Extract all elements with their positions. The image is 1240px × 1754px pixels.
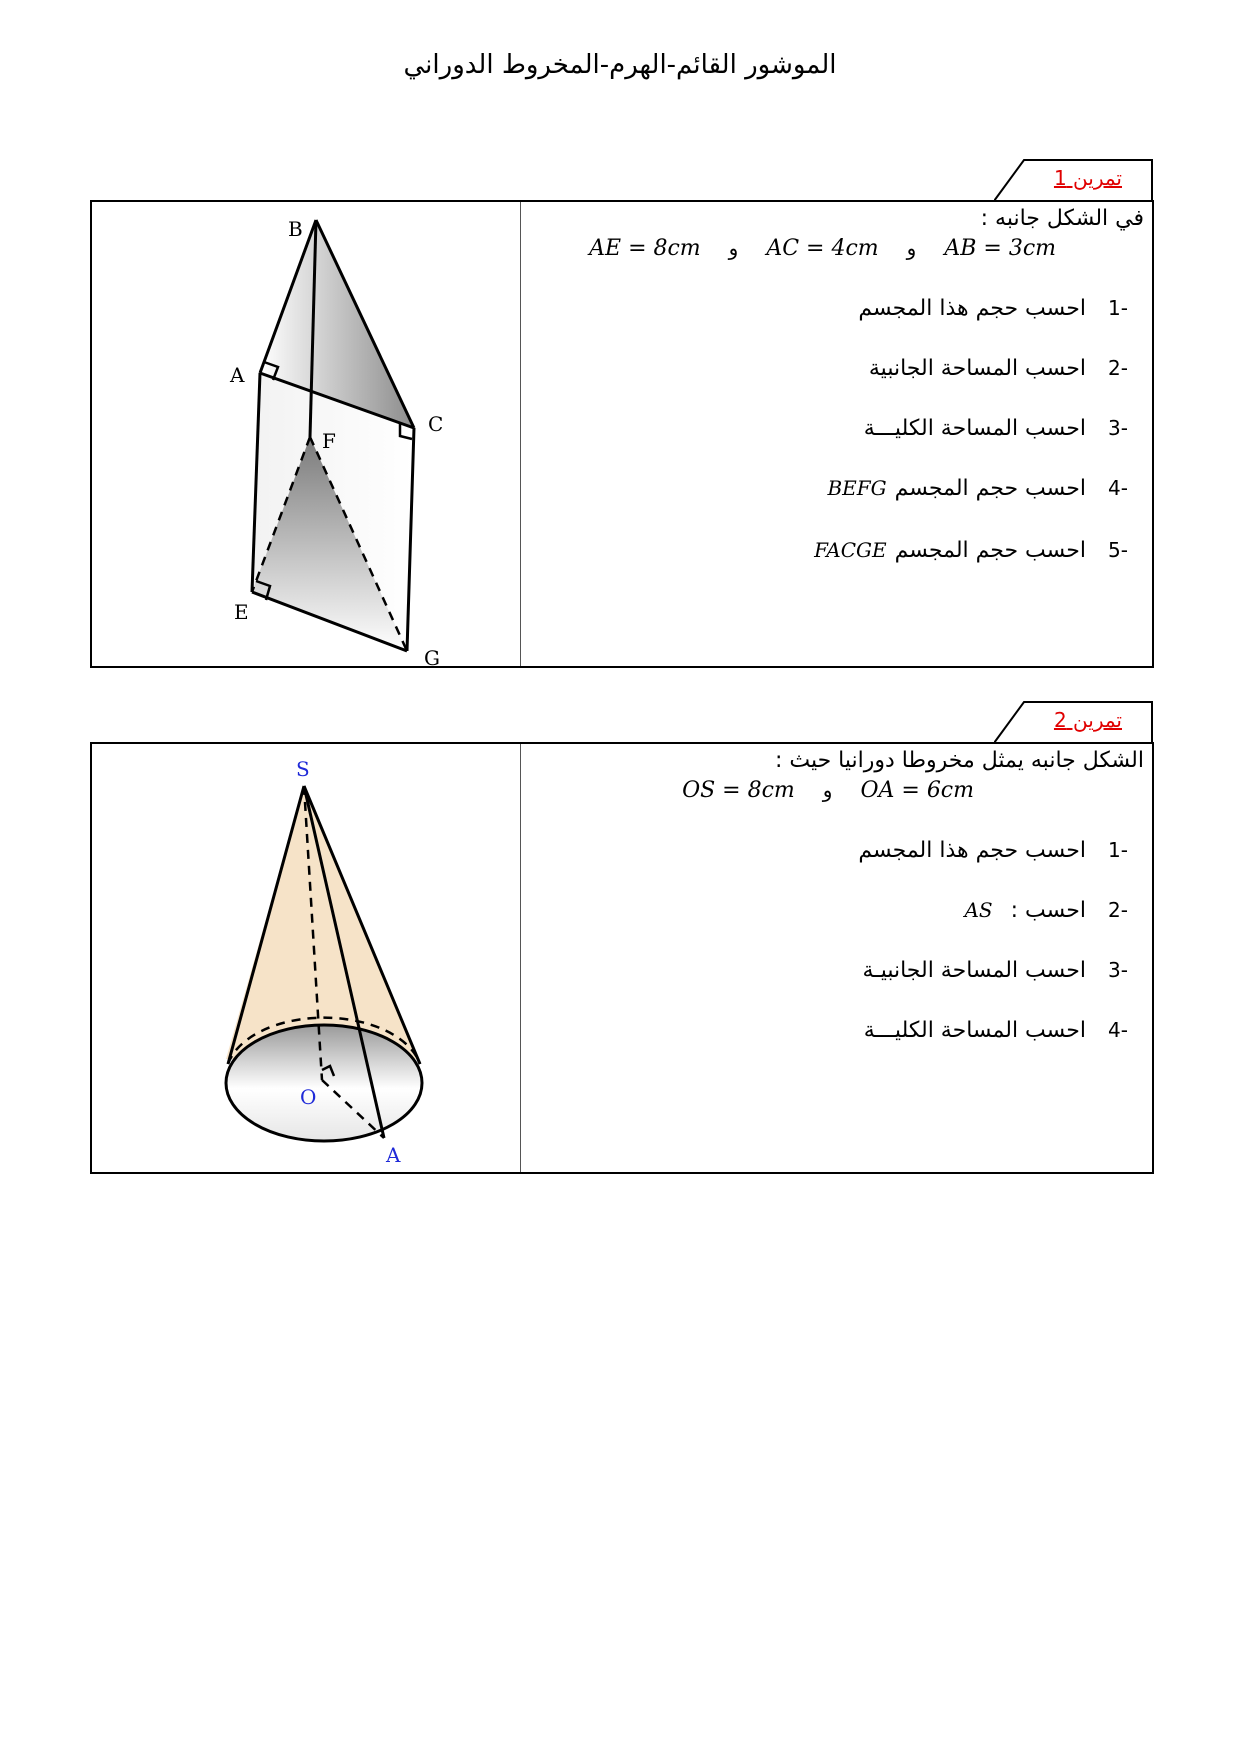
label-S: S: [296, 757, 310, 781]
cone-figure: [92, 744, 520, 1172]
exercise-1-tab: [994, 158, 1154, 200]
question-num: -1: [1108, 296, 1128, 320]
question-text: احسب حجم المجسم: [894, 476, 1086, 501]
question-2: [964, 898, 1128, 923]
question-3: [862, 958, 1128, 983]
question-num: -3: [1108, 958, 1128, 982]
question-num: -3: [1108, 416, 1128, 440]
question-text: احسب حجم هذا المجسم: [858, 838, 1086, 863]
exercise-2-box: [90, 742, 1154, 1174]
exercise-1-box: [90, 200, 1154, 668]
question-text: احسب :: [1010, 898, 1086, 923]
exercise-2-intro: الشكل جانبه يمثل مخروطا دورانيا حيث :: [774, 748, 1144, 773]
question-math: FACGE: [814, 538, 887, 562]
question-text: احسب المساحة الكليـــة: [863, 416, 1086, 441]
exercise-2-text: [522, 744, 1144, 1172]
question-4: [864, 1018, 1128, 1043]
question-num: -4: [1108, 476, 1128, 500]
label-F: F: [322, 429, 336, 453]
exercise-1-intro: في الشكل جانبه :: [980, 206, 1144, 231]
label-G: G: [424, 646, 440, 668]
exercise-2-givens: [682, 778, 974, 803]
question-1: [858, 296, 1128, 321]
given-oa: OA = 6cm: [860, 778, 974, 803]
given-ac: AC = 4cm: [766, 236, 879, 261]
exercise-2-tab: [994, 700, 1154, 742]
question-2: [869, 356, 1128, 381]
exercise-1-text: [522, 202, 1144, 666]
question-math: BEFG: [827, 476, 887, 500]
conj-2: و: [728, 236, 739, 260]
given-os: OS = 8cm: [682, 778, 795, 803]
prism-figure: [92, 202, 520, 666]
question-num: -2: [1108, 356, 1128, 380]
given-ae: AE = 8cm: [589, 236, 701, 261]
label-E: E: [234, 600, 249, 624]
question-3: [864, 416, 1128, 441]
question-text: احسب المساحة الجانبيـة: [862, 958, 1086, 983]
conj-1: و: [822, 778, 833, 802]
question-text: احسب المساحة الجانبية: [868, 356, 1086, 381]
question-math: AS: [964, 898, 993, 922]
question-num: -1: [1108, 838, 1128, 862]
exercise-2-tab-label: تمرين 2: [1053, 708, 1122, 732]
page-title: الموشور القائم-الهرم-المخروط الدوراني: [403, 50, 837, 80]
label-A: A: [386, 1143, 401, 1167]
column-divider: [520, 202, 521, 666]
question-1: [858, 838, 1128, 863]
question-text: احسب حجم المجسم: [894, 538, 1086, 563]
cone-diagram: [92, 744, 520, 1174]
question-num: -2: [1108, 898, 1128, 922]
label-B: B: [288, 217, 303, 241]
question-text: احسب حجم هذا المجسم: [858, 296, 1086, 321]
exercise-1-tab-label: تمرين 1: [1053, 166, 1122, 190]
given-ab: AB = 3cm: [944, 236, 1056, 261]
conj-1: و: [906, 236, 917, 260]
label-O: O: [300, 1085, 317, 1109]
prism-diagram: [92, 202, 520, 668]
column-divider: [520, 744, 521, 1172]
question-5: [814, 538, 1128, 563]
question-text: احسب المساحة الكليـــة: [863, 1018, 1086, 1043]
label-A: A: [230, 363, 245, 387]
label-C: C: [428, 412, 444, 436]
exercise-1-givens: [589, 236, 1056, 261]
question-num: -4: [1108, 1018, 1128, 1042]
question-num: -5: [1108, 538, 1128, 562]
question-4: [827, 476, 1128, 501]
